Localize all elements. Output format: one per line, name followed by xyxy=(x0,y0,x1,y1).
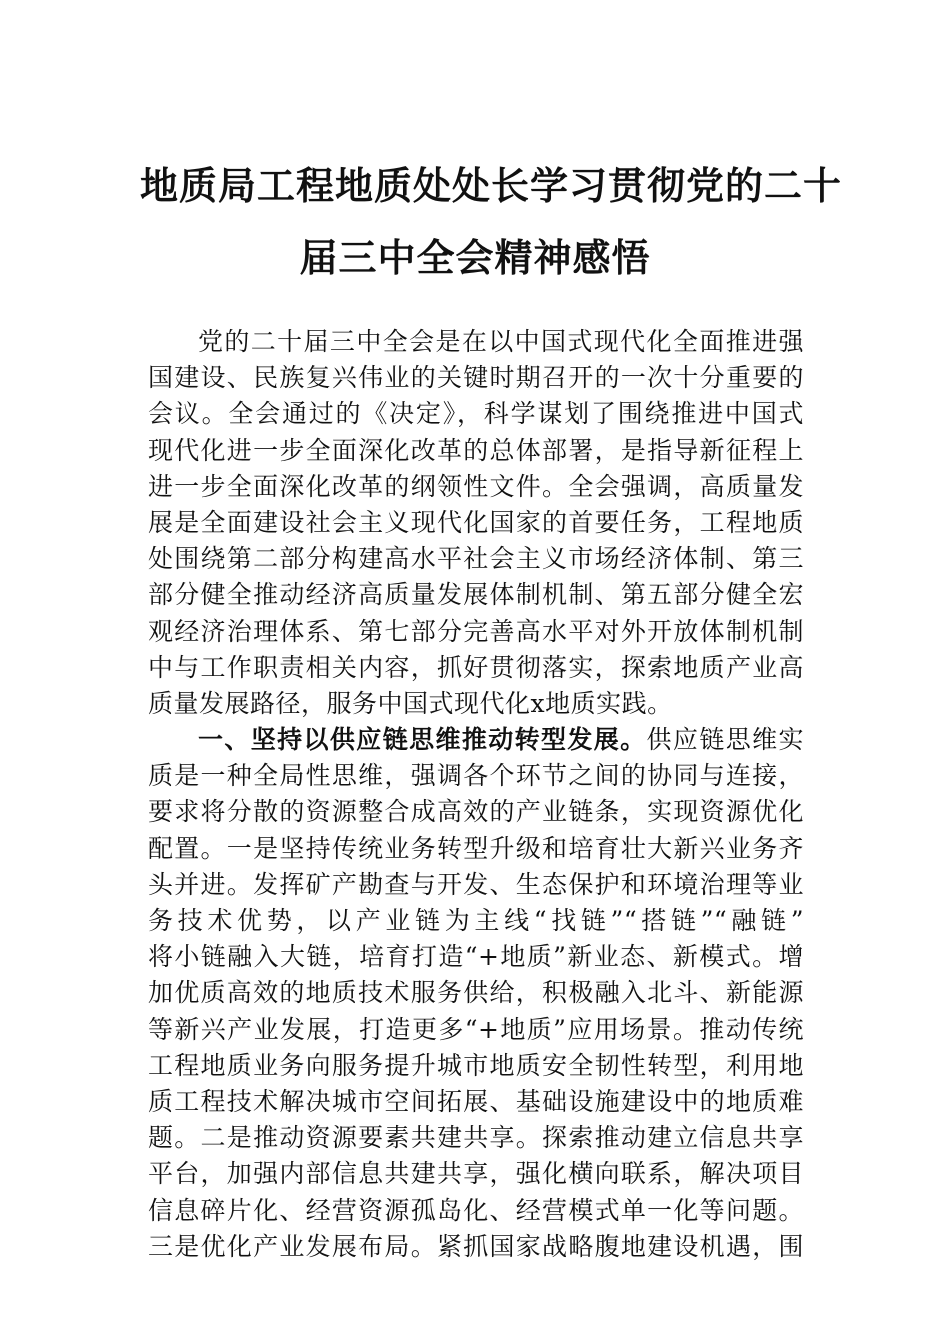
paragraph-line: 党的二十届三中全会是在以中国式现代化全面推进强 xyxy=(198,327,804,356)
section-1 xyxy=(148,722,804,1265)
paragraph-line: 质是一种全局性思维，强调各个环节之间的协同与连接， xyxy=(148,761,804,791)
document-body xyxy=(148,324,804,1265)
section-1-heading: 一、坚持以供应链思维推动转型发展。 xyxy=(198,725,647,755)
paragraph-line: 将小链融入大链，培育打造“+地质”新业态、新模式。增 xyxy=(148,942,804,972)
paragraph-line: 头并进。发挥矿产勘查与开发、生态保护和环境治理等业 xyxy=(148,869,804,899)
paragraph-line: 现代化进一步全面深化改革的总体部署，是指导新征程上 xyxy=(148,435,804,465)
paragraph-line: 务技术优势，以产业链为主线“找链”“搭链”“融链” xyxy=(148,906,804,935)
paragraph-line: 中与工作职责相关内容，抓好贯彻落实，探索地质产业高 xyxy=(148,652,804,682)
paragraph-line: 质工程技术解决城市空间拓展、基础设施建设中的地质难 xyxy=(148,1086,804,1116)
paragraph-line: 会议。全会通过的《决定》，科学谋划了围绕推进中国式 xyxy=(148,399,804,429)
paragraph-intro xyxy=(148,324,804,722)
document-title xyxy=(140,150,843,294)
paragraph-line: 处围绕第二部分构建高水平社会主义市场经济体制、第三 xyxy=(148,544,804,574)
paragraph-line: 题。二是推动资源要素共建共享。探索推动建立信息共享 xyxy=(148,1123,804,1153)
paragraph-line: 国建设、民族复兴伟业的关键时期召开的一次十分重要的 xyxy=(148,363,804,393)
paragraph-line: 质量发展路径，服务中国式现代化x地质实践。 xyxy=(148,688,673,718)
paragraph-line: 等新兴产业发展，打造更多“+地质”应用场景。推动传统 xyxy=(148,1014,804,1044)
paragraph-line: 三是优化产业发展布局。紧抓国家战略腹地建设机遇，围 xyxy=(148,1231,804,1261)
paragraph-line: 配置。一是坚持传统业务转型升级和培育壮大新兴业务齐 xyxy=(148,833,804,863)
paragraph-line: 观经济治理体系、第七部分完善高水平对外开放体制机制 xyxy=(148,616,804,646)
paragraph-line: 进一步全面深化改革的纲领性文件。全会强调，高质量发 xyxy=(148,471,804,501)
section-1-first-tail: 供应链思维实 xyxy=(646,725,804,755)
paragraph-line: 信息碎片化、经营资源孤岛化、经营模式单一化等问题。 xyxy=(148,1195,804,1225)
paragraph-line: 要求将分散的资源整合成高效的产业链条，实现资源优化 xyxy=(148,797,804,827)
paragraph-line: 展是全面建设社会主义现代化国家的首要任务，工程地质 xyxy=(148,507,804,537)
title-line-1: 地质局工程地质处处长学习贯彻党的二十 xyxy=(140,163,843,208)
paragraph-line: 部分健全推动经济高质量发展体制机制、第五部分健全宏 xyxy=(148,580,804,610)
paragraph-line: 平台，加强内部信息共建共享，强化横向联系，解决项目 xyxy=(148,1159,804,1189)
paragraph-line: 工程地质业务向服务提升城市地质安全韧性转型，利用地 xyxy=(148,1050,804,1080)
paragraph-line: 加优质高效的地质技术服务供给，积极融入北斗、新能源 xyxy=(148,978,804,1008)
section-1-first-line xyxy=(148,722,804,758)
title-line-2: 届三中全会精神感悟 xyxy=(299,235,651,280)
